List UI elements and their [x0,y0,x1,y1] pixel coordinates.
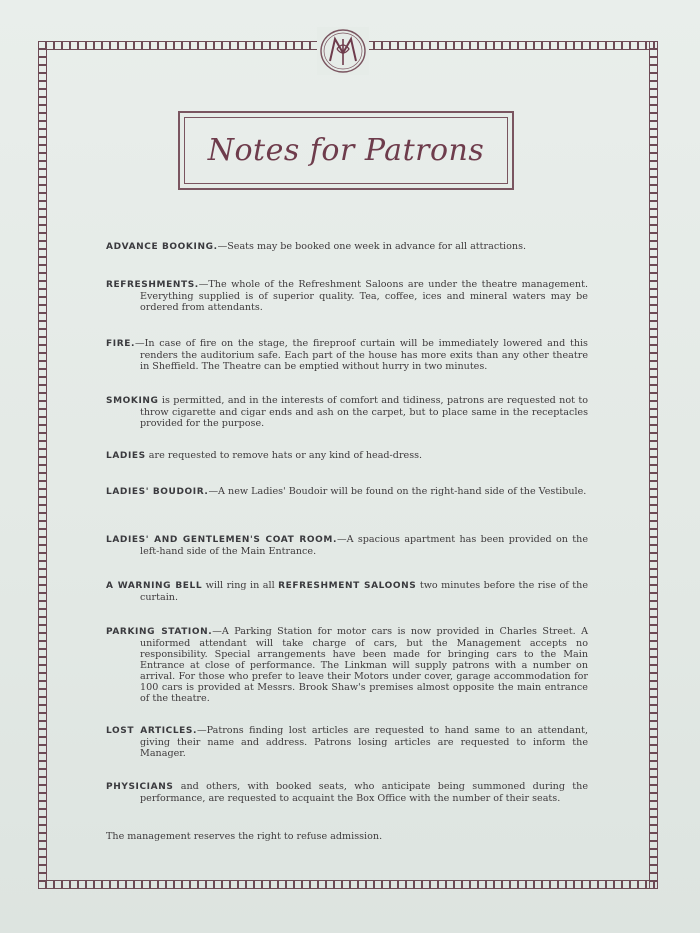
note-label: PARKING STATION. [106,626,213,637]
note-text: —In case of fire on the stage, the fireproof curtain will be immediately lowered and this renders the auditorium safe. Each part of the house has more exits than any other theatre in Sheffield. The Theatre can be emptied without hurry in two minutes. [135,337,588,372]
note-text-secondary: two minutes before the rise of the curtain. [140,579,588,603]
note-physicians [106,781,588,804]
management-notice: The management reserves the right to refuse admission. [106,830,383,842]
note-smoking [106,395,588,429]
note-fire [106,338,588,372]
note-label-secondary: REFRESHMENT SALOONS [278,580,417,591]
note-label: A WARNING BELL [106,580,203,591]
note-warning-bell [106,580,588,603]
note-label: LADIES' AND GENTLEMEN'S COAT ROOM. [106,534,337,545]
note-label: LADIES' BOUDOIR. [106,486,209,497]
page-title: Notes for Patrons [207,133,485,168]
note-text: —The whole of the Refreshment Saloons are under the theatre management. Everything supplied is of superior quality. Tea, coffee, ices and mineral waters may be ordered from attendants. [140,278,588,313]
note-text: are requested to remove hats or any kind of head-dress. [145,449,423,461]
note-text: will ring in all [202,579,279,591]
note-text: —Seats may be booked one week in advance for all attractions. [217,240,527,252]
note-label: REFRESHMENTS. [106,279,199,290]
note-refreshments [106,279,588,313]
note-label: LADIES [106,450,146,461]
note-text: and others, with booked seats, who anticipate being summoned during the performance, are requested to acquaint the Box Office with the number of their seats. [140,780,588,804]
border-bottom [38,880,658,889]
note-label: ADVANCE BOOKING. [106,241,218,252]
note-ladies-boudoir [106,486,588,498]
note-coat-room [106,534,588,557]
title-box [178,111,514,190]
note-text: —Patrons finding lost articles are requested to hand same to an attendant, giving their name and address. Patrons losing articles are requested to inform the Manager. [140,724,588,759]
note-text: —A new Ladies' Boudoir will be found on the right-hand side of the Vestibule. [208,485,587,497]
note-text: is permitted, and in the interests of comfort and tidiness, patrons are requested not to throw cigarette and cigar ends and ash on the carpet, but to place same in the receptacles provided for the purpose. [140,394,588,429]
border-left [38,41,47,889]
note-label: SMOKING [106,395,159,406]
note-lost-articles [106,725,588,759]
note-text: —A Parking Station for motor cars is now provided in Charles Street. A uniformed attendant will take charge of cars, but the Management accepts no responsibility. Special arrangements have been made for bringing cars to the Main Entrance at close of performance. The Linkman will supply patrons with a number on arrival. For those who prefer to leave their Motors under cover, garage accommodation for 100 cars is provided at Messrs. Brook Shaw's premises almost opposite the main entrance of the theatre. [140,625,588,704]
note-parking-station [106,626,588,704]
note-advance-booking [106,241,588,253]
note-label: PHYSICIANS [106,781,174,792]
note-ladies [106,450,588,462]
monogram-logo [317,27,369,75]
note-text: —A spacious apartment has been provided on the left-hand side of the Main Entrance. [140,533,589,557]
border-right [649,41,658,889]
note-label: LOST ARTICLES. [106,725,198,736]
note-label: FIRE. [106,338,135,349]
